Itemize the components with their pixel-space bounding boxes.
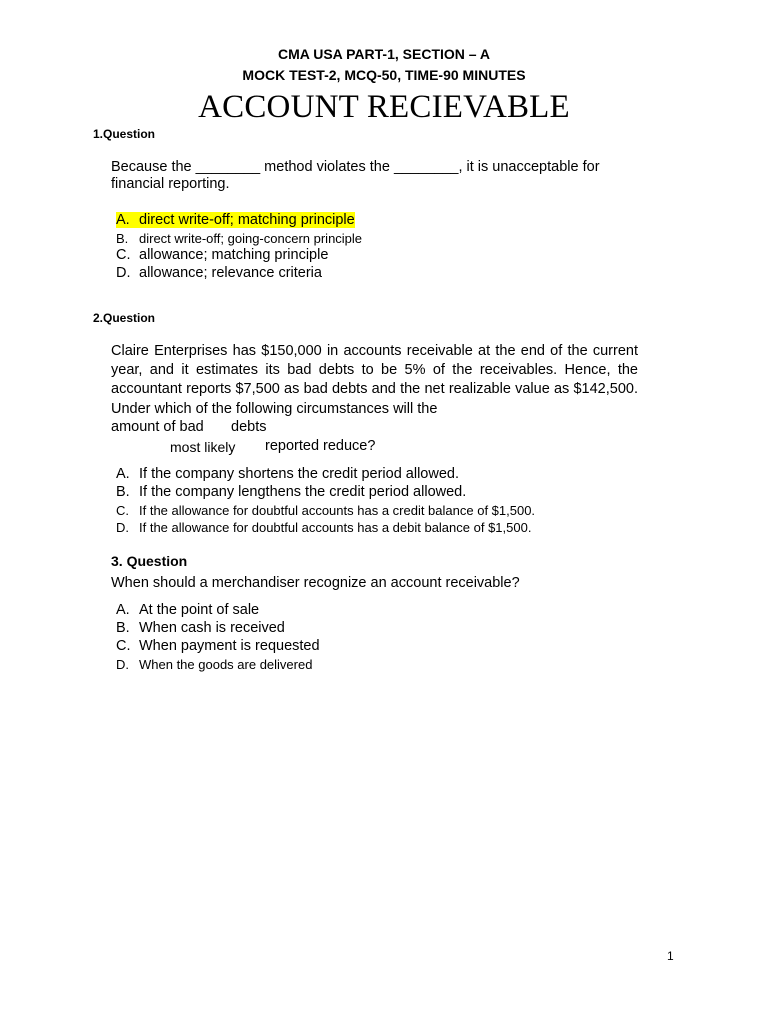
option-letter: D. [116,520,129,535]
option-letter: B. [116,620,130,636]
question-1-label: 1.Question [93,127,156,141]
option-text: When payment is requested [139,638,320,654]
option-text: When the goods are delivered [139,657,313,672]
question-2-text-most-likely: most likely [170,439,236,455]
page-number: 1 [667,949,674,963]
document-title: ACCOUNT RECIEVABLE [198,89,570,125]
header-line-2: MOCK TEST-2, MCQ-50, TIME-90 MINUTES [242,67,526,83]
option-letter: C. [116,503,129,518]
option-text: direct write-off; matching principle [139,212,355,228]
option-text: allowance; matching principle [139,247,329,263]
question-1-option-c [116,247,328,263]
question-1-text-line-1: Because the ________ method violates the ________, it is unacceptable for [111,159,600,175]
option-letter: C. [116,638,131,654]
question-1-text-line-2: financial reporting. [111,176,230,192]
question-3-option-a [116,602,259,618]
question-2-option-a [116,466,459,482]
option-text: direct write-off; going-concern principle [139,231,363,246]
question-2-text-amount: amount of bad [111,419,204,435]
option-text: When cash is received [139,620,285,636]
question-2-label: 2.Question [93,311,156,325]
question-2-option-b [116,484,466,500]
question-2-text: Claire Enterprises has $150,000 in accounts receivable at the end of the current year, and it estimates its bad debts to be 5% of the receivables. Hence, the accountant reports $7,500 as bad debts and the net realizable value as $142,500. Under which of the following circumstances will the [111,343,638,417]
question-3-option-d [116,657,312,672]
option-text: If the company shortens the credit period allowed. [139,466,459,482]
question-3-option-b [116,620,285,636]
question-3-label: 3. Question [111,553,188,569]
header-line-1: CMA USA PART-1, SECTION – A [277,46,491,62]
option-letter: B. [116,231,129,246]
option-text: At the point of sale [139,602,260,618]
option-text: If the allowance for doubtful accounts has a debit balance of $1,500. [139,520,532,535]
option-letter: D. [116,265,131,281]
question-3-option-c [116,638,320,654]
option-letter: C. [116,247,131,263]
option-text: If the allowance for doubtful accounts has a credit balance of $1,500. [139,503,536,518]
option-letter: A. [116,466,130,482]
option-letter: A. [116,602,130,618]
question-2-text-debts: debts [231,419,267,435]
option-text: allowance; relevance criteria [139,265,322,281]
question-2-text-tail: reported reduce? [265,438,376,454]
question-3-text: When should a merchandiser recognize an account receivable? [111,575,520,591]
option-letter: D. [116,657,129,672]
question-1-option-b [116,231,362,246]
question-2-option-d [116,520,531,535]
option-letter: B. [116,484,130,500]
question-1-option-a [116,212,355,228]
question-1-option-d [116,265,322,281]
option-text: If the company lengthens the credit period allowed. [139,484,467,500]
option-letter: A. [116,212,130,228]
question-2-option-c [116,503,535,518]
